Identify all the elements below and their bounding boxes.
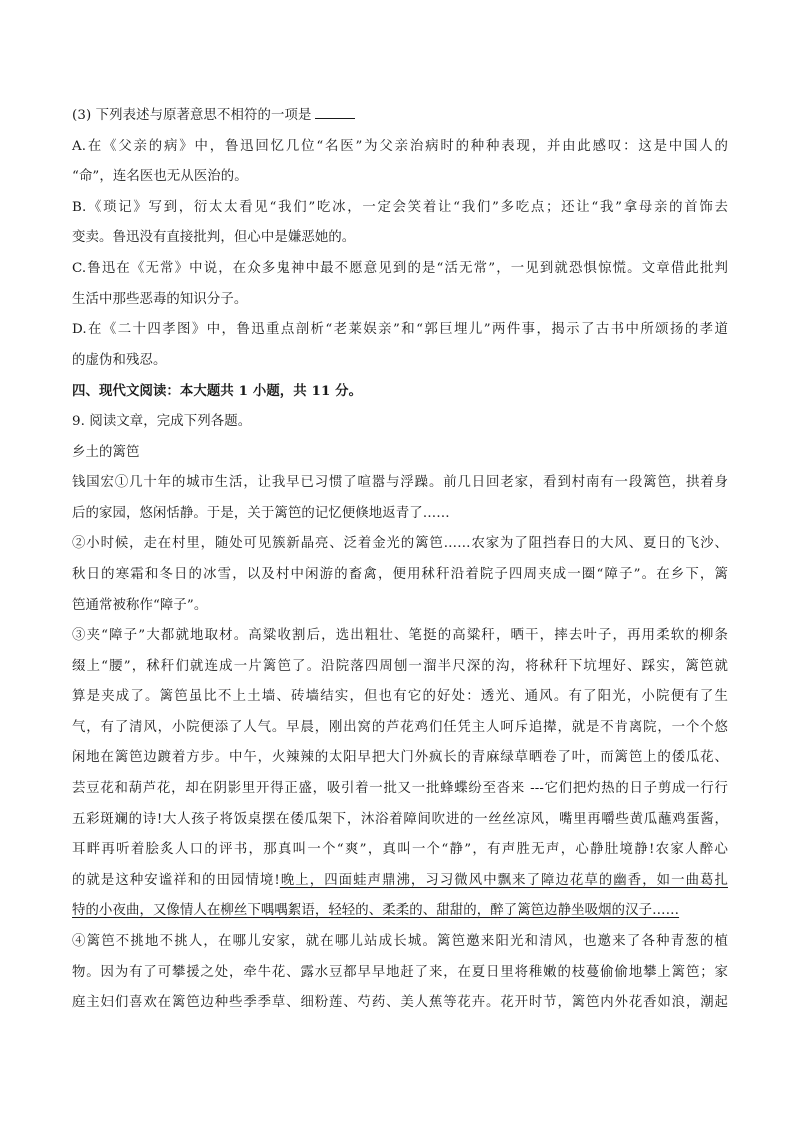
option-c-line-2: 生活中那些恶毒的知识分子。 [72,291,248,307]
question-3-stem: (3) 下列表述与原著意思不相符的一项是 [72,101,728,132]
paragraph-3-line-5: 闲地在篱笆边踱着方步。中午，火辣辣的太阳早把大门外疯长的青麻绿草晒卷了叶，而篱笆上的倭瓜花、 [72,750,728,766]
paragraph-1-line-2: 后的家园，悠闲恬静。于是，关于篱笆的记忆便倏地返青了…… [72,505,450,521]
paragraph-1-line-1: 钱国宏①几十年的城市生活，让我早已习惯了喧嚣与浮躁。前几日回老家，看到村南有一段篱笆，拱着身 [72,475,728,491]
question-9-instruction: 9. 阅读文章，完成下列各题。 [72,413,252,429]
paragraph-3-line-9 [72,866,728,897]
paragraph-3-plain-tail: 的就是这种安谧祥和的田园情境! [72,872,280,888]
paragraph-3-line-1: ③夹“障子”大都就地取材。高粱收割后，选出粗壮、笔挺的高粱秆，晒干，摔去叶子，再用柔软的柳条 [72,628,728,644]
paragraph-4-line-1: ④篱笆不挑地不挑人，在哪儿安家，就在哪儿站成长城。篱笆邀来阳光和清风，也邀来了各种青葱的植 [72,934,728,950]
paragraph-2-line-1: ②小时候，走在村里，随处可见簇新晶亮、泛着金光的篱笆……农家为了阻挡春日的大风、夏日的飞沙、 [72,536,728,552]
option-c-line-1: C.鲁迅在《无常》中说，在众多鬼神中最不愿意见到的是“活无常”，一见到就恐惧惊慌。文章借此批判 [72,260,728,276]
document-page [72,101,728,1019]
underlined-passage-start: 晚上，四面蛙声鼎沸，习习微风中飘来了障边花草的幽香，如一曲葛扎 [279,872,728,888]
paragraph-3-line-7: 五彩斑斓的诗!大人孩子将饭桌摆在倭瓜架下，沐浴着障间吹进的一丝丝凉风，嘴里再嚼些黄瓜蘸鸡蛋酱， [72,811,728,827]
option-a-line-1: A.在《父亲的病》中，鲁迅回忆几位“名医”为父亲治病时的种种表现，并由此感叹：这是中国人的 [72,138,728,154]
option-b-line-1: B.《琐记》写到，衍太太看见“我们”吃冰，一定会笑着让“我们”多吃点；还让“我”拿母亲的首饰去 [72,199,728,215]
paragraph-3-line-2: 缀上“腰”，秫秆们就连成一片篱笆了。沿院落四周刨一溜半尺深的沟，将秫秆下坑埋好、踩实，篱笆就 [72,658,728,674]
paragraph-4-line-3: 庭主妇们喜欢在篱笆边种些季季草、细粉莲、芍药、美人蕉等花卉。花开时节，篱笆内外花香如浪，潮起 [72,995,728,1011]
paragraph-4-line-2: 物。因为有了可攀援之处，牵牛花、露水豆都早早地赶了来，在夏日里将稚嫩的枝蔓偷偷地攀上篱笆；家 [72,964,728,980]
option-d-line-2: 的虚伪和残忍。 [72,352,167,368]
answer-blank[interactable] [315,104,355,119]
article-title: 乡土的篱笆 [72,444,140,460]
paragraph-3-line-6: 芸豆花和葫芦花，却在阴影里开得正盛，吸引着一批又一批蜂蝶纷至沓来 ---它们把灼热的日子剪成一行行 [72,781,728,797]
section-4-heading: 四、现代文阅读：本大题共 1 小题，共 11 分。 [72,383,363,400]
paragraph-3-line-4: 气，有了清风，小院便添了人气。早晨，刚出窝的芦花鸡们任凭主人呵斥追撵，就是不肯离院，一个个悠 [72,719,728,735]
option-b-line-2: 变卖。鲁迅没有直接批判，但心中是嫌恶她的。 [72,230,356,246]
option-a-line-2: “命”，连名医也无从医治的。 [72,169,248,185]
option-d-line-1: D.在《二十四孝图》中，鲁迅重点剖析“老莱娱亲”和“郭巨埋儿”两件事，揭示了古书中所颂扬的孝道 [72,322,728,338]
paragraph-3-line-3: 算是夹成了。篱笆虽比不上土墙、砖墙结实，但也有它的好处：透光、通风。有了阳光，小院便有了生 [72,689,728,705]
paragraph-2-line-2: 秋日的寒霜和冬日的冰雪，以及村中闲游的畜禽，便用秫秆沿着院子四周夹成一圈“障子”。在乡下，篱 [72,566,728,582]
paragraph-2-line-3: 笆通常被称作“障子”。 [72,597,208,613]
underlined-passage-end: 特的小夜曲，又像情人在柳丝下喁喁絮语，轻轻的、柔柔的、甜甜的，醉了篱笆边静坐吸烟的汉子…… [72,903,680,919]
paragraph-3-line-8: 耳畔再听着脍炙人口的评书，那真叫一个“爽”，真叫一个“静”，有声胜无声，心静肚境静!农家人醉心 [72,842,728,858]
